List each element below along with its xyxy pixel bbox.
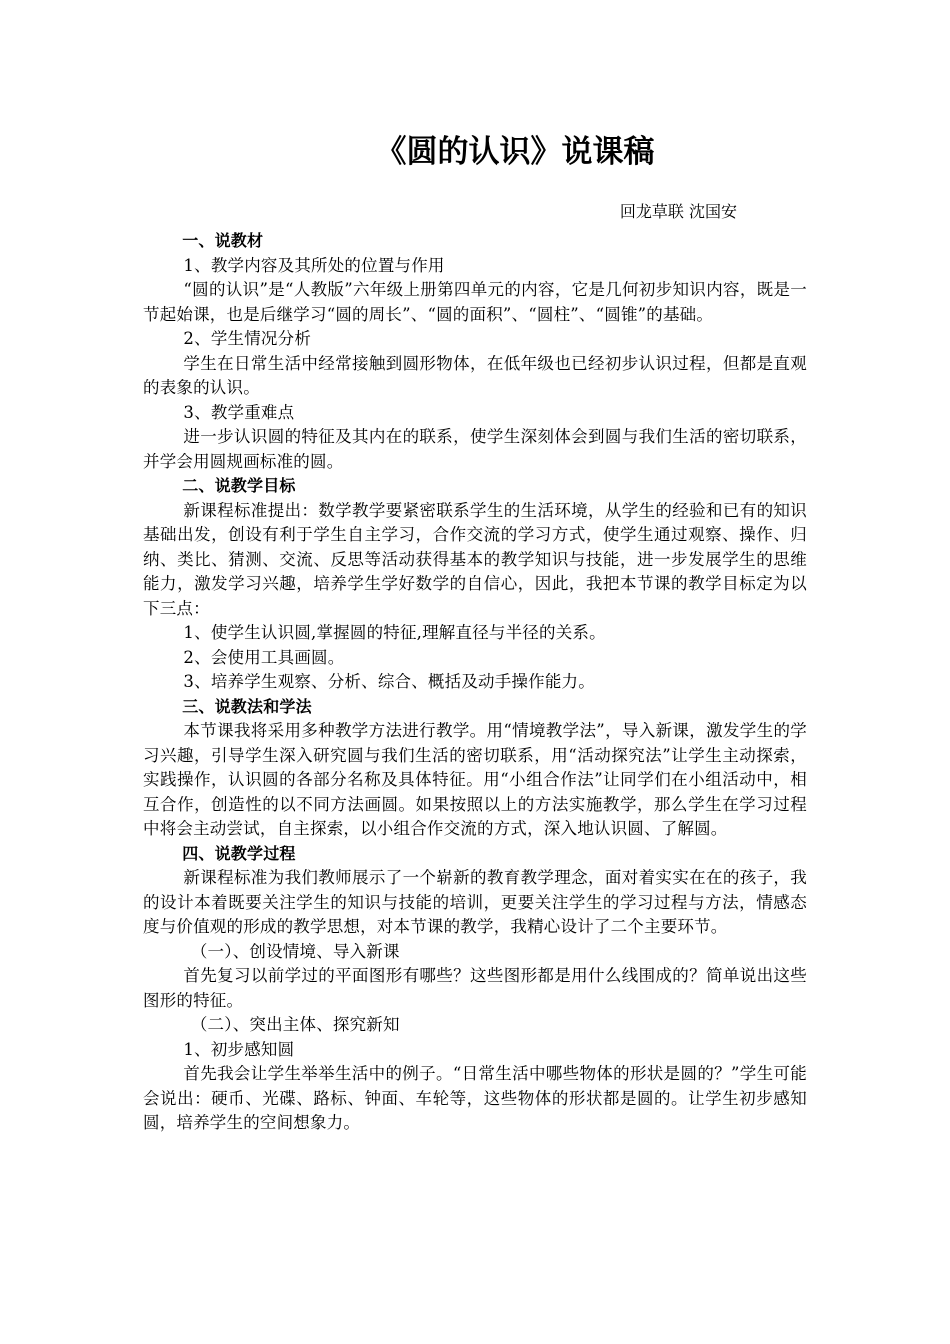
section-heading-teaching-goals: 二、说教学目标 (182, 476, 296, 495)
author-line: 回龙草联 沈国安 (619, 202, 737, 221)
step-1-heading: （一）、创设情境、导入新课 (190, 941, 400, 961)
goal-item-1: 1、使学生认识圆,掌握圆的特征,理解直径与半径的关系。 (183, 623, 606, 642)
paragraph-methods: 本节课我将采用多种教学方法进行教学。用“情境教学法”，导入新课，激发学生的学习兴趣，引导学生深入研究圆与我们生活的密切联系，用“活动探究法”让学生主动探索，实践操作，认识圆的各部分名称及具体特征。用“小组合作法”让同学们在小组活动中，相互合作，创造性的以不同方法画圆。如果按照以上的方法实施教学，那么学生在学习过程中将会主动尝试，自主探索，以小组合作交流的方式，深入地认识圆、了解圆。 (143, 721, 807, 838)
section-heading-methods: 三、说教法和学法 (182, 696, 312, 716)
document-title: 《圆的认识》说课稿 (375, 134, 655, 170)
item-content-position: 1、教学内容及其所处的位置与作用 (183, 255, 445, 275)
paragraph-content-position: “圆的认识”是“人教版”六年级上册第四单元的内容，它是几何初步知识内容，既是一节起始课，也是后继学习“圆的周长”、“圆的面积”、“圆柱”、“圆锥”的基础。 (143, 280, 807, 324)
section-heading-teaching-material: 一、说教材 (182, 231, 264, 250)
item-student-analysis: 2、学生情况分析 (183, 329, 312, 348)
paragraph-teaching-goals: 新课程标准提出：数学教学要紧密联系学生的生活环境，从学生的经验和已有的知识基础出发，创设有利于学生自主学习，合作交流的学习方式，使学生通过观察、操作、归纳、类比、猜测、交流、反思等活动获得基本的教学知识与技能，进一步发展学生的思维能力，激发学习兴趣，培养学生学好数学的自信心，因此，我把本节课的教学目标定为以下三点： (143, 500, 807, 618)
item-perceive-circle: 1、初步感知圆 (183, 1039, 295, 1059)
paragraph-key-points: 进一步认识圆的特征及其内在的联系，使学生深刻体会到圆与我们生活的密切联系，并学会用圆规画标准的圆。 (143, 427, 807, 471)
paragraph-perceive-circle: 首先我会让学生举举生活中的例子。“日常生活中哪些物体的形状是圆的？”学生可能会说出：硬币、光碟、路标、钟面、车轮等，这些物体的形状都是圆的。让学生初步感知圆，培养学生的空间想象力。 (143, 1064, 807, 1132)
paragraph-student-analysis: 学生在日常生活中经常接触到圆形物体，在低年级也已经初步认识过程，但都是直观的表象的认识。 (143, 353, 807, 397)
section-heading-process: 四、说教学过程 (182, 843, 296, 863)
document-body (143, 229, 807, 1136)
goal-item-3: 3、培养学生观察、分析、综合、概括及动手操作能力。 (183, 672, 595, 691)
step-2-heading: （二）、突出主体、探究新知 (190, 1015, 400, 1034)
paragraph-process-intro: 新课程标准为我们教师展示了一个崭新的教育教学理念，面对着实实在在的孩子，我的设计本着既要关注学生的知识与技能的培训，更要关注学生的学习过程与方法，情感态度与价值观的形成的教学思想，对本节课的教学，我精心设计了二个主要环节。 (143, 868, 807, 936)
goal-item-2: 2、会使用工具画圆。 (183, 647, 345, 667)
paragraph-step-1: 首先复习以前学过的平面图形有哪些？这些图形都是用什么线围成的？简单说出这些图形的特征。 (143, 966, 807, 1010)
item-key-points: 3、教学重难点 (183, 402, 295, 422)
